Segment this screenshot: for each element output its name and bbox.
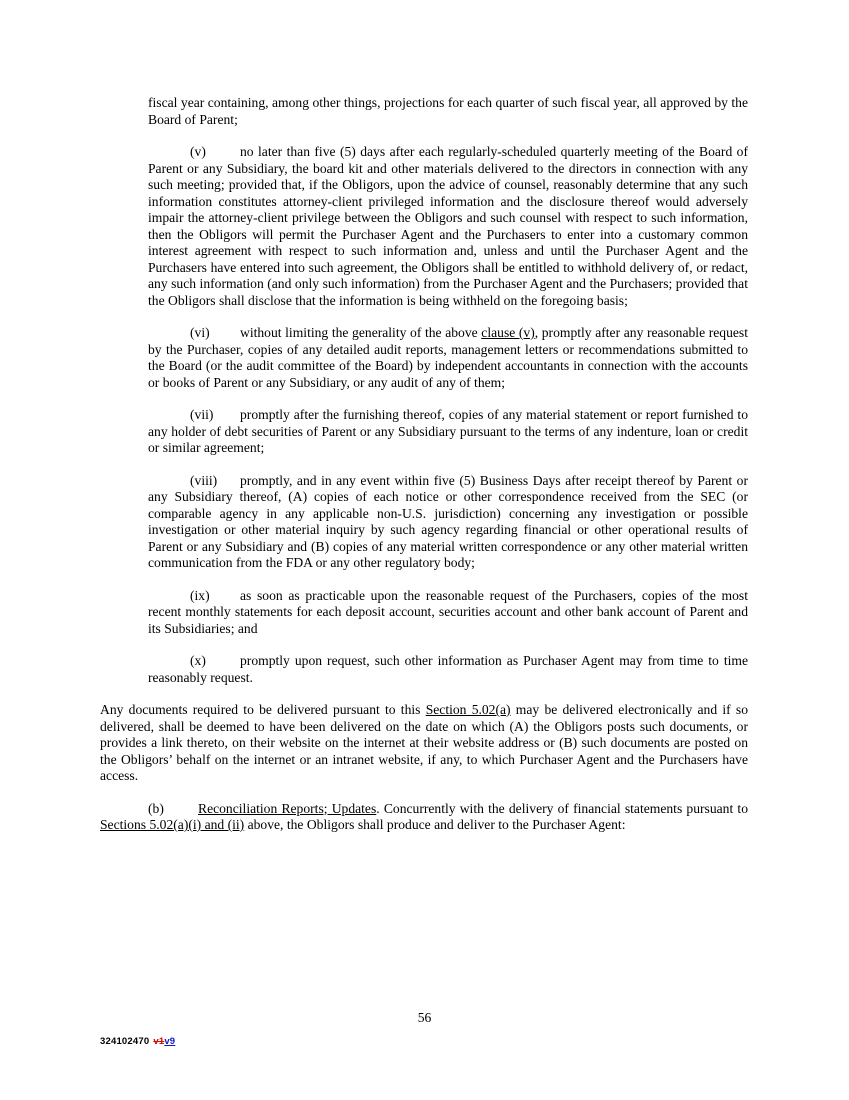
text-run: Any documents required to be delivered pursuant to this xyxy=(100,702,426,717)
footer-version-current: v9 xyxy=(164,1036,176,1047)
text-run: above, the Obligors shall produce and deliver to the Purchaser Agent: xyxy=(244,817,626,832)
clause-paragraph xyxy=(148,473,748,572)
text-run: , promptly after any reasonable request by the Purchaser, copies of any detailed audit reports, management letters or recommendations submitted to the Board (or the audit committee of the Board) by independent accountants in connection with the accounts or books of Parent or any Subsidiary, or any audit of any of them; xyxy=(148,325,748,390)
text-run: promptly after the furnishing thereof, copies of any material statement or report furnished to any holder of debt securities of Parent or any Subsidiary pursuant to the terms of any indenture, loan or credit or similar agreement; xyxy=(148,407,748,455)
footer-doc-id: 324102470 xyxy=(100,1036,150,1047)
clause-marker: (v) xyxy=(190,144,206,159)
cross-reference: Section 5.02(a) xyxy=(425,702,511,717)
clause-marker: (viii) xyxy=(190,472,218,488)
page-number: 56 xyxy=(417,1010,432,1025)
text-run: as soon as practicable upon the reasonable request of the Purchasers, copies of the most recent monthly statements for each deposit account, securities account and other bank account of Parent and its Subsidiaries; and xyxy=(148,587,748,636)
footer-version-deleted: v1 xyxy=(153,1036,165,1047)
clause-paragraph xyxy=(148,144,748,309)
text-run: promptly, and in any event within five (5) Business Days after receipt thereof by Parent or any Subsidiary thereof, (A) copies of each notice or other correspondence received from the SEC (or comparable agency in any applicable non-U.S. jurisdiction) concerning any investigation or possible investigation or other material inquiry by such agency regarding financial or other operational results of Parent or any Subsidiary and (B) copies of any material written correspondence or any other material written communication from the FDA or any other regulatory body; xyxy=(148,472,748,570)
clause-marker: (vii) xyxy=(190,407,214,422)
clause-marker: (vi) xyxy=(190,325,210,340)
clause-marker: (ix) xyxy=(190,587,210,603)
text-run: may be delivered electronically and if so delivered, shall be deemed to have been delivered on the date on which (A) the Obligors posts such documents, or provides a link thereto, on their website on the internet at their website address or (B) such documents are posted on the Obligors’ behalf on the internet or an intranet website, if any, to which Purchaser Agent and the Purchasers have access. xyxy=(100,702,748,783)
document-footer xyxy=(100,1036,175,1047)
clause-paragraph xyxy=(148,407,748,457)
text-run: no later than five (5) days after each regularly-scheduled quarterly meeting of the Board of Parent or any Subsidiary, the board kit and other materials delivered to the directors in connection with any such meeting; provided that, if the Obligors, upon the advice of counsel, reasonably determine that any such information constitutes attorney-client privileged information and the disclosure thereof would adversely impair the attorney-client privilege between the Obligors and such counsel with respect to such information, then the Obligors will permit the Purchaser Agent and the Purchasers to enter into a customary common interest agreement with respect to such information and, unless and until the Purchaser Agent and the Purchasers have entered into such agreement, the Obligors shall be entitled to withhold delivery of, or redact, any such information (and only such information) from the Purchaser Agent and the Purchasers; provided that the Obligors shall disclose that the information is being withheld on the foregoing basis; xyxy=(148,144,748,308)
body-paragraph xyxy=(148,95,748,128)
text-run: promptly upon request, such other information as Purchaser Agent may from time to time reasonably request. xyxy=(148,653,748,685)
clause-marker: (b) xyxy=(148,800,164,816)
document-body xyxy=(100,95,748,834)
cross-reference: Reconciliation Reports; Updates xyxy=(198,800,377,816)
body-paragraph xyxy=(100,702,748,785)
text-run: without limiting the generality of the above xyxy=(240,325,482,340)
clause-marker: (x) xyxy=(190,653,206,668)
clause-paragraph xyxy=(148,653,748,686)
clause-paragraph xyxy=(148,588,748,638)
cross-reference: clause (v) xyxy=(481,325,535,340)
text-run: fiscal year containing, among other things, projections for each quarter of such fiscal year, all approved by the Board of Parent; xyxy=(148,95,748,127)
clause-paragraph xyxy=(148,325,748,391)
clause-paragraph xyxy=(100,801,748,834)
text-run: . Concurrently with the delivery of financial statements pursuant to xyxy=(376,800,748,816)
cross-reference: Sections 5.02(a)(i) and (ii) xyxy=(100,817,245,832)
